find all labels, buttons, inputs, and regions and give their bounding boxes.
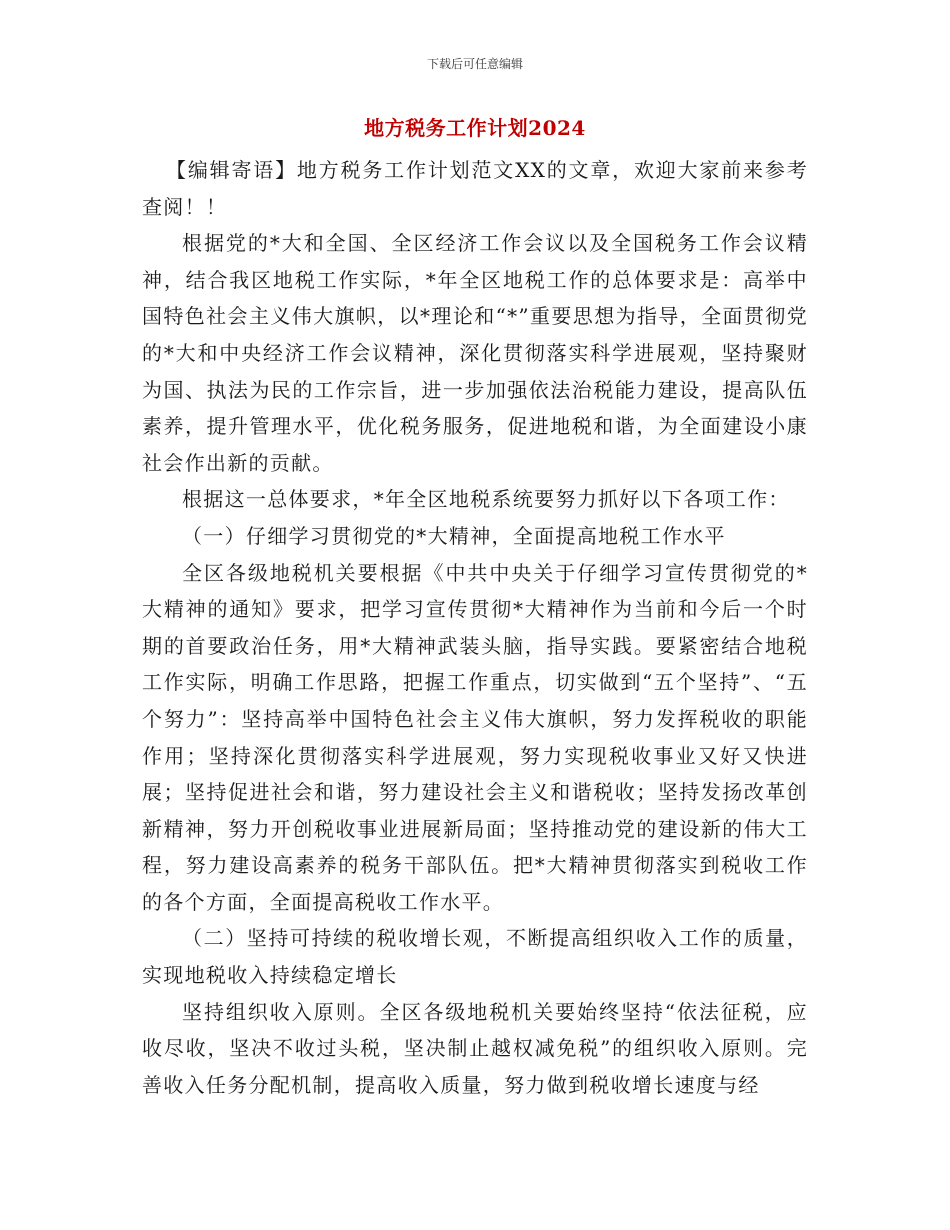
document-body [142, 152, 808, 1103]
paragraph: 根据这一总体要求，*年全区地税系统要努力抓好以下各项工作： [182, 487, 790, 512]
paragraph: 根据党的*大和全国、全区经济工作会议以及全国税务工作会议精神，结合我区地税工作实际，*年全区地税工作的总体要求是：高举中国特色社会主义伟大旗帜，以*理论和“*”重要思想为指导，全面贯彻党的*大和中央经济工作会议精神，深化贯彻落实科学进展观，坚持聚财为国、执法为民的工作宗旨，进一步加强依法治税能力建设，提高队伍素养，提升管理水平，优化税务服务，促进地税和谐，为全面建设小康社会作出新的贡献。 [142, 231, 808, 475]
paragraph: 坚持组织收入原则。全区各级地税机关要始终坚持“依法征税，应收尽收，坚决不收过头税，坚决制止越权减免税”的组织收入原则。完善收入任务分配机制，提高收入质量，努力做到税收增长速度与经 [142, 999, 808, 1097]
paragraph: 全区各级地税机关要根据《中共中央关于仔细学习宣传贯彻党的*大精神的通知》要求，把学习宣传贯彻*大精神作为当前和今后一个时期的首要政治任务，用*大精神武装头脑，指导实践。要紧密结合地税工作实际，明确工作思路，把握工作重点，切实做到“五个坚持”、“五个努力”：坚持高举中国特色社会主义伟大旗帜，努力发挥税收的职能作用；坚持深化贯彻落实科学进展观，努力实现税收事业又好又快进展；坚持促进社会和谐，努力建设社会主义和谐税收；坚持发扬改革创新精神，努力开创税收事业进展新局面；坚持推动党的建设新的伟大工程，努力建设高素养的税务干部队伍。把*大精神贯彻落实到税收工作的各个方面，全面提高税收工作水平。 [142, 560, 808, 914]
paragraph-editor-note: 【编辑寄语】地方税务工作计划范文XX的文章，欢迎大家前来参考查阅！！ [142, 158, 808, 219]
document-title: 地方税务工作计划2024 [364, 116, 586, 140]
section-heading: （二）坚持可持续的税收增长观，不断提高组织收入工作的质量，实现地税收入持续稳定增长 [142, 926, 808, 988]
header-note: 下载后可任意编辑 [426, 57, 523, 71]
section-heading: （一）仔细学习贯彻党的*大精神，全面提高地税工作水平 [182, 523, 726, 548]
